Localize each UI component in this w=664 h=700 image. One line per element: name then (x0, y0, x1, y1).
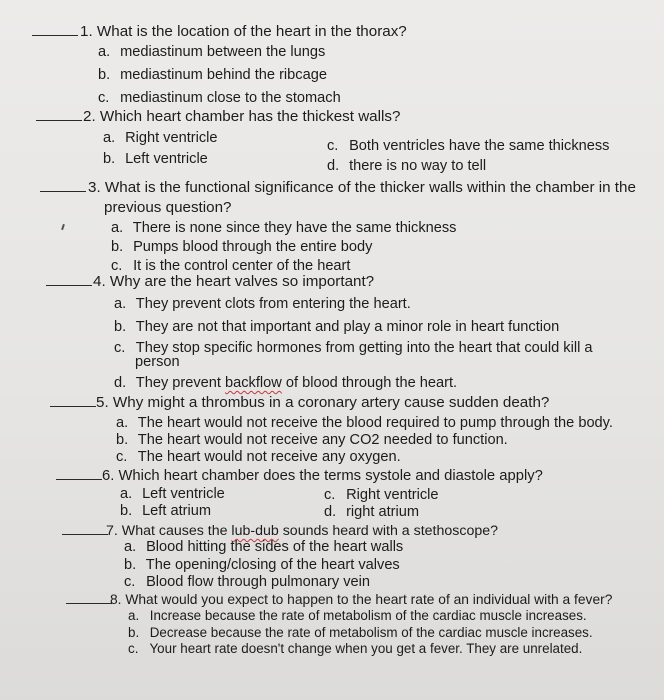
option-2d: d. there is no way to tell (327, 158, 487, 174)
question-4-text: 4. Why are the heart valves so important? (93, 273, 375, 290)
option-8c: c. Your heart rate doesn't change when you get a fever. They are unrelated. (128, 641, 583, 656)
option-3c: c. It is the control center of the heart (111, 258, 351, 274)
option-3b: b. Pumps blood through the entire body (111, 239, 373, 255)
option-7c: c. Blood flow through pulmonary vein (124, 574, 370, 590)
answer-blank-4[interactable] (46, 285, 92, 286)
question-5-text: 5. Why might a thrombus in a coronary artery cause sudden death? (96, 394, 550, 411)
option-8a: a. Increase because the rate of metabolism of the cardiac muscle increases. (128, 608, 587, 623)
option-4c: c. They stop specific hormones from getting into the heart that could kill a (114, 340, 593, 356)
question-8-text: 8. What would you expect to happen to the heart rate of an individual with a fever? (110, 592, 613, 607)
option-2a: a. Right ventricle (103, 130, 218, 146)
answer-blank-2[interactable] (36, 120, 82, 121)
spellcheck-underline-backflow: backflow (225, 375, 282, 391)
option-6d: d. right atrium (324, 504, 420, 520)
answer-blank-6[interactable] (56, 479, 102, 480)
question-1-text: 1. What is the location of the heart in the thorax? (80, 23, 407, 40)
spellcheck-underline-lub-dub: lub-dub (231, 523, 279, 539)
question-6-text: 6. Which heart chamber does the terms systole and diastole apply? (102, 468, 543, 484)
option-5b: b. The heart would not receive any CO2 needed to function. (116, 432, 508, 448)
option-1c: c. mediastinum close to the stomach (98, 90, 341, 106)
answer-blank-1[interactable] (32, 35, 78, 36)
option-4b: b. They are not that important and play a minor role in heart function (114, 319, 560, 335)
stray-pencil-mark (61, 224, 65, 230)
option-4a: a. They prevent clots from entering the heart. (114, 296, 411, 312)
question-3-text-cont: previous question? (104, 199, 232, 216)
option-8b: b. Decrease because the rate of metabolism of the cardiac muscle increases. (128, 625, 593, 640)
option-3a: a. There is none since they have the same thickness (111, 220, 457, 236)
question-3-text: 3. What is the functional significance of the thicker walls within the chamber in the (88, 179, 636, 196)
option-4c-cont: person (135, 354, 180, 370)
option-2c: c. Both ventricles have the same thickness (327, 138, 610, 154)
option-6c: c. Right ventricle (324, 487, 439, 503)
option-6b: b. Left atrium (120, 503, 212, 519)
option-1b: b. mediastinum behind the ribcage (98, 67, 327, 83)
option-6a: a. Left ventricle (120, 486, 225, 502)
option-4d: d. They prevent backflow of blood through the heart. (114, 375, 458, 391)
option-1a: a. mediastinum between the lungs (98, 44, 326, 60)
question-7-text: 7. What causes the lub-dub sounds heard with a stethoscope? (106, 523, 499, 539)
answer-blank-3[interactable] (40, 191, 86, 192)
option-2b: b. Left ventricle (103, 151, 208, 167)
option-7a: a. Blood hitting the sides of the heart walls (124, 539, 404, 555)
answer-blank-7[interactable] (62, 534, 108, 535)
answer-blank-8[interactable] (66, 603, 112, 604)
question-2-text: 2. Which heart chamber has the thickest walls? (83, 108, 401, 125)
option-5c: c. The heart would not receive any oxygen. (116, 449, 401, 465)
option-5a: a. The heart would not receive the blood required to pump through the body. (116, 415, 613, 431)
answer-blank-5[interactable] (50, 406, 96, 407)
option-7b: b. The opening/closing of the heart valves (124, 557, 400, 573)
